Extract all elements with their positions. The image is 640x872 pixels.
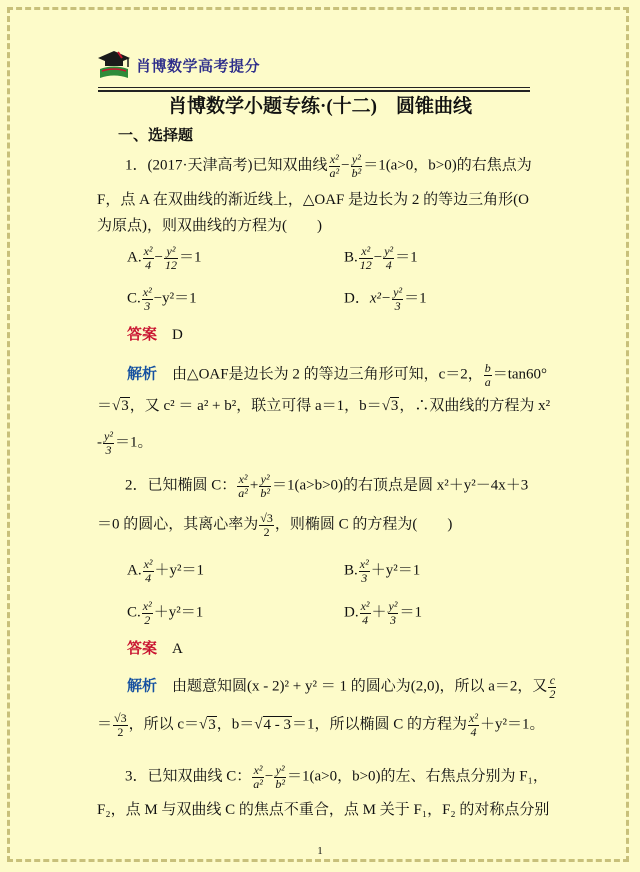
q2-option-d: D. $\frac{\text{x²}}{4}$ ＋ $\frac{\text{y²}}{3}$ ＝1 xyxy=(344,599,422,627)
q1-line-1: 1．(2017·天津高考)已知双曲线 $\frac{\text{x²}}{\text{a²}}$ − $\frac{\text{y²}}{\text{b²}}$ ＝1(a>0，b>0)的右焦点为 xyxy=(125,152,532,180)
q2-option-c: C. $\frac{\text{x²}}{2}$ ＋y²＝1 xyxy=(127,599,204,627)
q1-line-2: F，点 A 在双曲线的渐近线上，△OAF 是边长为 2 的等边三角形(O xyxy=(97,192,529,208)
answer-value: A xyxy=(172,641,183,657)
answer-label: 答案 xyxy=(127,641,158,657)
q1-option-b: B. $\frac{\text{x²}}{12}$ − $\frac{\text{y²}}{4}$ ＝1 xyxy=(344,244,418,272)
mortarboard-book-icon xyxy=(96,49,132,81)
logo-text: 肖博数学高考提分 xyxy=(136,58,261,75)
q1-line-3: 为原点)，则双曲线的方程为( ) xyxy=(97,218,322,234)
q2-option-a: A. $\frac{\text{x²}}{4}$ ＋y²＝1 xyxy=(127,557,205,585)
q2-line-1: 2．已知椭圆 C： $\frac{\text{x²}}{\text{a²}}$ + $\frac{\text{y²}}{\text{b²}}$ ＝1(a>b>0)的右顶点是圆 x²＋y²－4x＋3 xyxy=(125,472,529,500)
q2-line-2: ＝0 的圆心，其离心率为 $\frac{√3}{2}$ ，则椭圆 C 的方程为( ) xyxy=(97,511,453,539)
q1-analysis-line-3: - $\frac{\text{y²}}{3}$ ＝1。 xyxy=(97,429,153,457)
q2-analysis-line-2: ＝ $\frac{√3}{2}$ ，所以 c＝√3，b＝√4 - 3＝1，所以椭圆 C 的方程为 $\frac{\text{x²}}{4}$ ＋y²＝1。 xyxy=(97,711,545,739)
q1-answer xyxy=(127,328,183,343)
q1-option-d: D．x²− $\frac{\text{y²}}{3}$ ＝1 xyxy=(344,285,427,313)
q2-option-b: B. $\frac{\text{x²}}{3}$ ＋y²＝1 xyxy=(344,557,421,585)
q1-analysis-line-1: 解析 由△OAF是边长为 2 的等边三角形可知，c＝2， $\frac{b}{a}$ ＝tan60° xyxy=(127,361,548,389)
fraction: $\frac{\text{y²}}{\text{b²}}$ xyxy=(351,152,362,180)
q2-analysis-line-1: 解析 由题意知圆(x - 2)² + y² ＝ 1 的圆心为(2,0)，所以 a＝2，又 $\frac{c}{2}$ xyxy=(127,673,556,701)
q3-line-2: F₂，点 M 与双曲线 C 的焦点不重合，点 M 关于 F₁，F₂ 的对称点分别 xyxy=(97,802,550,818)
answer-label: 答案 xyxy=(127,327,158,343)
analysis-label: 解析 xyxy=(127,366,158,383)
fraction: $\frac{\text{x²}}{\text{a²}}$ xyxy=(329,152,340,180)
q3-line-1: 3．已知双曲线 C： $\frac{\text{x²}}{\text{a²}}$ − $\frac{\text{y²}}{\text{b²}}$ ＝1(a>0，b>0)的左、右焦点分别为 F₁， xyxy=(125,763,548,791)
q1-analysis-line-2: ＝√3，又 c² ＝ a² + b²，联立可得 a＝1，b＝√3，∴双曲线的方程为 x² xyxy=(97,398,551,414)
q1-option-a: A. $\frac{\text{x²}}{4}$ − $\frac{\text{y²}}{12}$ ＝1 xyxy=(127,244,202,272)
logo xyxy=(96,48,260,82)
q2-answer xyxy=(127,642,183,657)
answer-value: D xyxy=(172,327,183,343)
q1-text: 1．(2017·天津高考)已知双曲线 xyxy=(125,157,328,174)
page-title: 肖博数学小题专练·(十二) 圆锥曲线 xyxy=(168,96,472,117)
q1-option-c: C. $\frac{\text{x²}}{3}$ −y²＝1 xyxy=(127,285,197,313)
analysis-label: 解析 xyxy=(127,678,158,695)
section-heading: 一、选择题 xyxy=(118,128,194,144)
page-number: 1 xyxy=(317,845,323,857)
